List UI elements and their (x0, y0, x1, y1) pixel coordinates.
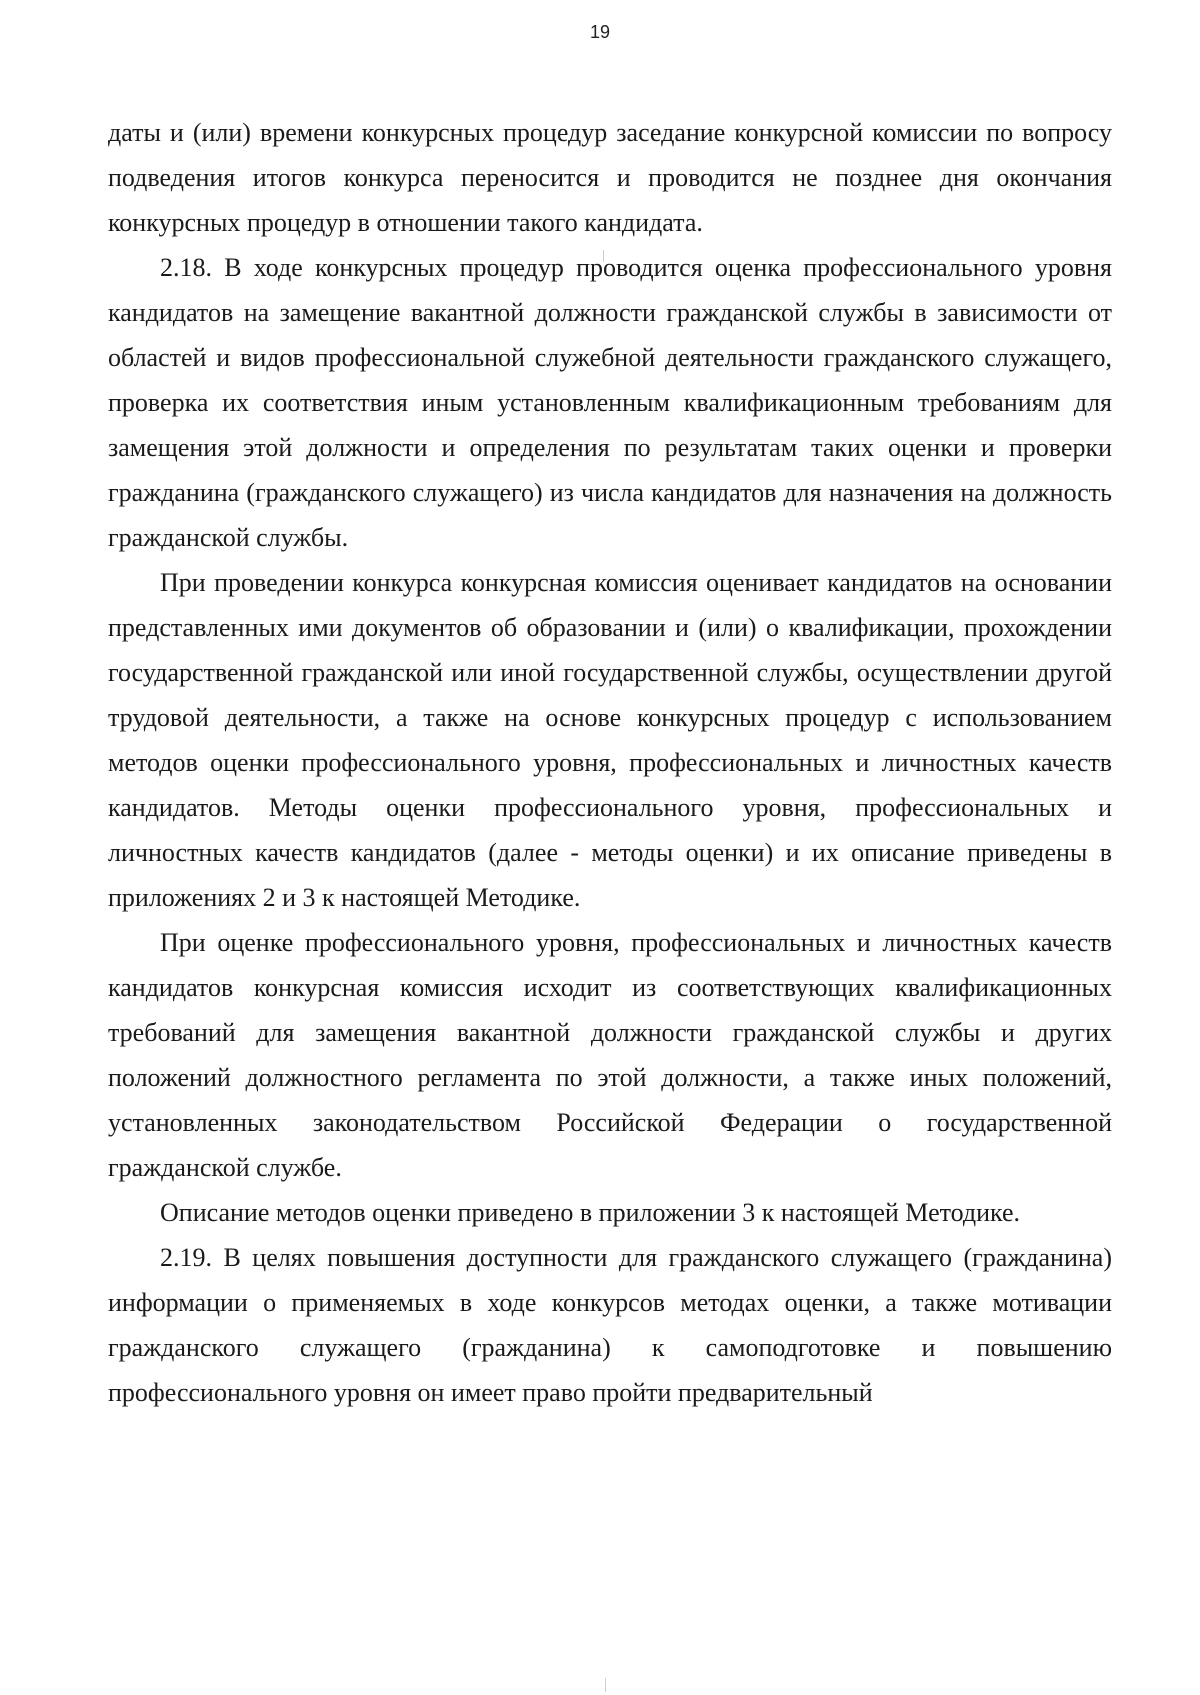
document-body (108, 110, 1112, 1415)
paragraph-2-19: 2.19. В целях повышения доступности для гражданского служащего (гражданина) информации о применяемых в ходе конкурсов методах оценки, а также мотивации гражданского служащего (гражданина) к самоподготовке и повышению профессионального уровня он имеет право пройти предварительный (108, 1243, 1112, 1407)
scan-artifact-line (605, 1678, 606, 1692)
paragraph-evaluation-basis: При проведении конкурса конкурсная комиссия оценивает кандидатов на основании представленных ими документов об образовании и (или) о квалификации, прохождении государственной гражданской или иной государственной службы, осуществлении другой трудовой деятельности, а также на основе конкурсных процедур с использованием методов оценки профессионального уровня, профессиональных и личностных качеств кандидатов. Методы оценки профессионального уровня, профессиональных и личностных качеств кандидатов (далее - методы оценки) и их описание приведены в приложениях 2 и 3 к настоящей Методике. (108, 568, 1112, 912)
paragraph-evaluation-criteria: При оценке профессионального уровня, профессиональных и личностных качеств кандидатов конкурсная комиссия исходит из соответствующих квалификационных требований для замещения вакантной должности гражданской службы и других положений должностного регламента по этой должности, а также иных положений, установленных законодательством Российской Федерации о государственной гражданской службе. (108, 928, 1112, 1182)
page-number: 19 (589, 22, 611, 42)
paragraph-methods-reference: Описание методов оценки приведено в приложении 3 к настоящей Методике. (160, 1198, 1021, 1227)
paragraph-continuation: даты и (или) времени конкурсных процедур заседание конкурсной комиссии по вопросу подведения итогов конкурса переносится и проводится не позднее дня окончания конкурсных процедур в отношении такого кандидата. (108, 118, 1112, 237)
paragraph-2-18: 2.18. В ходе конкурсных процедур проводится оценка профессионального уровня кандидатов на замещение вакантной должности гражданской службы в зависимости от областей и видов профессиональной служебной деятельности гражданского служащего, проверка их соответствия иным установленным квалификационным требованиям для замещения этой должности и определения по результатам таких оценки и проверки гражданина (гражданского служащего) из числа кандидатов для назначения на должность гражданской службы. (108, 253, 1112, 552)
